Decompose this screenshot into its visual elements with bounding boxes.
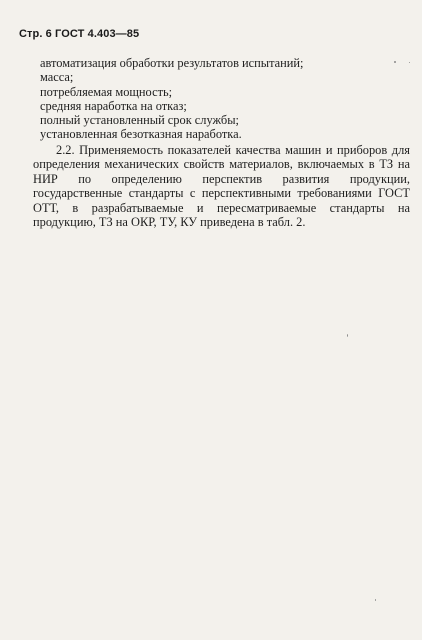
list-item: автоматизация обработки результатов испытаний; xyxy=(40,56,304,70)
scan-speck xyxy=(409,62,410,63)
scan-speck xyxy=(394,61,396,63)
paragraph-text: 2.2. Применяемость показателей качества машин и приборов для определения механических свойств материалов, включаемых в ТЗ на НИР по определению перспектив развития продукции, государственные стандарты с перспективными требованиями ГОСТ ОТТ, в разрабатываемые и пересматриваемые стандарты на продукцию, ТЗ на ОКР, ТУ, КУ приведена в табл. 2. xyxy=(33,143,410,230)
scan-speck xyxy=(347,334,348,337)
indicator-list xyxy=(40,56,370,142)
list-item: установленная безотказная наработка. xyxy=(40,127,242,142)
list-item: потребляемая мощность; xyxy=(40,84,173,99)
list-item: масса; xyxy=(40,70,74,85)
list-item: средняя наработка на отказ; xyxy=(40,98,187,113)
list-item: полный установленный срок службы; xyxy=(40,113,239,128)
page-header: Стр. 6 ГОСТ 4.403—85 xyxy=(19,28,140,40)
body-paragraph xyxy=(33,143,410,229)
scan-speck xyxy=(375,599,376,601)
